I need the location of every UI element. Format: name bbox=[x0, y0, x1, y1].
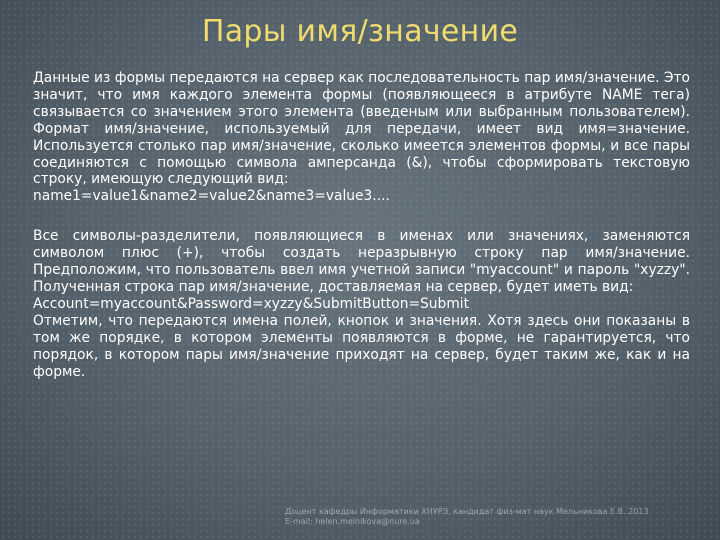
slide-footer bbox=[285, 507, 705, 527]
example-account-string: Account=myaccount&Password=xyzzy&SubmitButton=Submit bbox=[33, 295, 469, 312]
paragraph-spacer bbox=[33, 205, 690, 228]
paragraph-form-data: Данные из формы передаются на сервер как последовательность пар имя/значение. Это значит, что имя каждого элемента формы (появляющееся в атрибуте NAME тега) связывается со значением этого элемента (введеным или выбранным пользователем). Формат имя/значение, используемый для передачи, имеет вид имя=значение. Используется столько пар имя/значение, сколько имеется элементов формы, и все пары соединяются с помощью символа амперсанда (&), чтобы сформировать текстовую строку, имеющую следующий вид: bbox=[33, 70, 690, 188]
slide-title: Пары имя/значение bbox=[201, 14, 519, 49]
footer-email-line: E-mail: helen.melnikova@nure.ua bbox=[285, 517, 420, 526]
paragraph-separators: Все символы-разделители, появляющиеся в именах или значениях, заменяются символом плюс (+), чтобы создать неразрывную строку пар имя/значение. Предположим, что пользователь ввел имя учетной записи "myaccount" и пароль "xyzzy". Полученная строка пар имя/значение, доставляемая на сервер, будет иметь вид: bbox=[33, 228, 690, 295]
footer-author-line: Доцент кафедры Информатики ХНУРЭ, кандидат физ-мат наук Мельникова Е.В. 2013 bbox=[285, 507, 649, 516]
paragraph-order-note: Отметим, что передаются имена полей, кнопок и значения. Хотя здесь они показаны в том же порядке, в котором элементы появляются в форме, не гарантируется, что порядок, в котором пары имя/значение приходят на сервер, будет таким же, как и на форме. bbox=[33, 312, 690, 380]
example-pairs-string: name1=value1&name2=value2&name3=value3.... bbox=[33, 188, 390, 205]
slide-body bbox=[33, 70, 690, 380]
